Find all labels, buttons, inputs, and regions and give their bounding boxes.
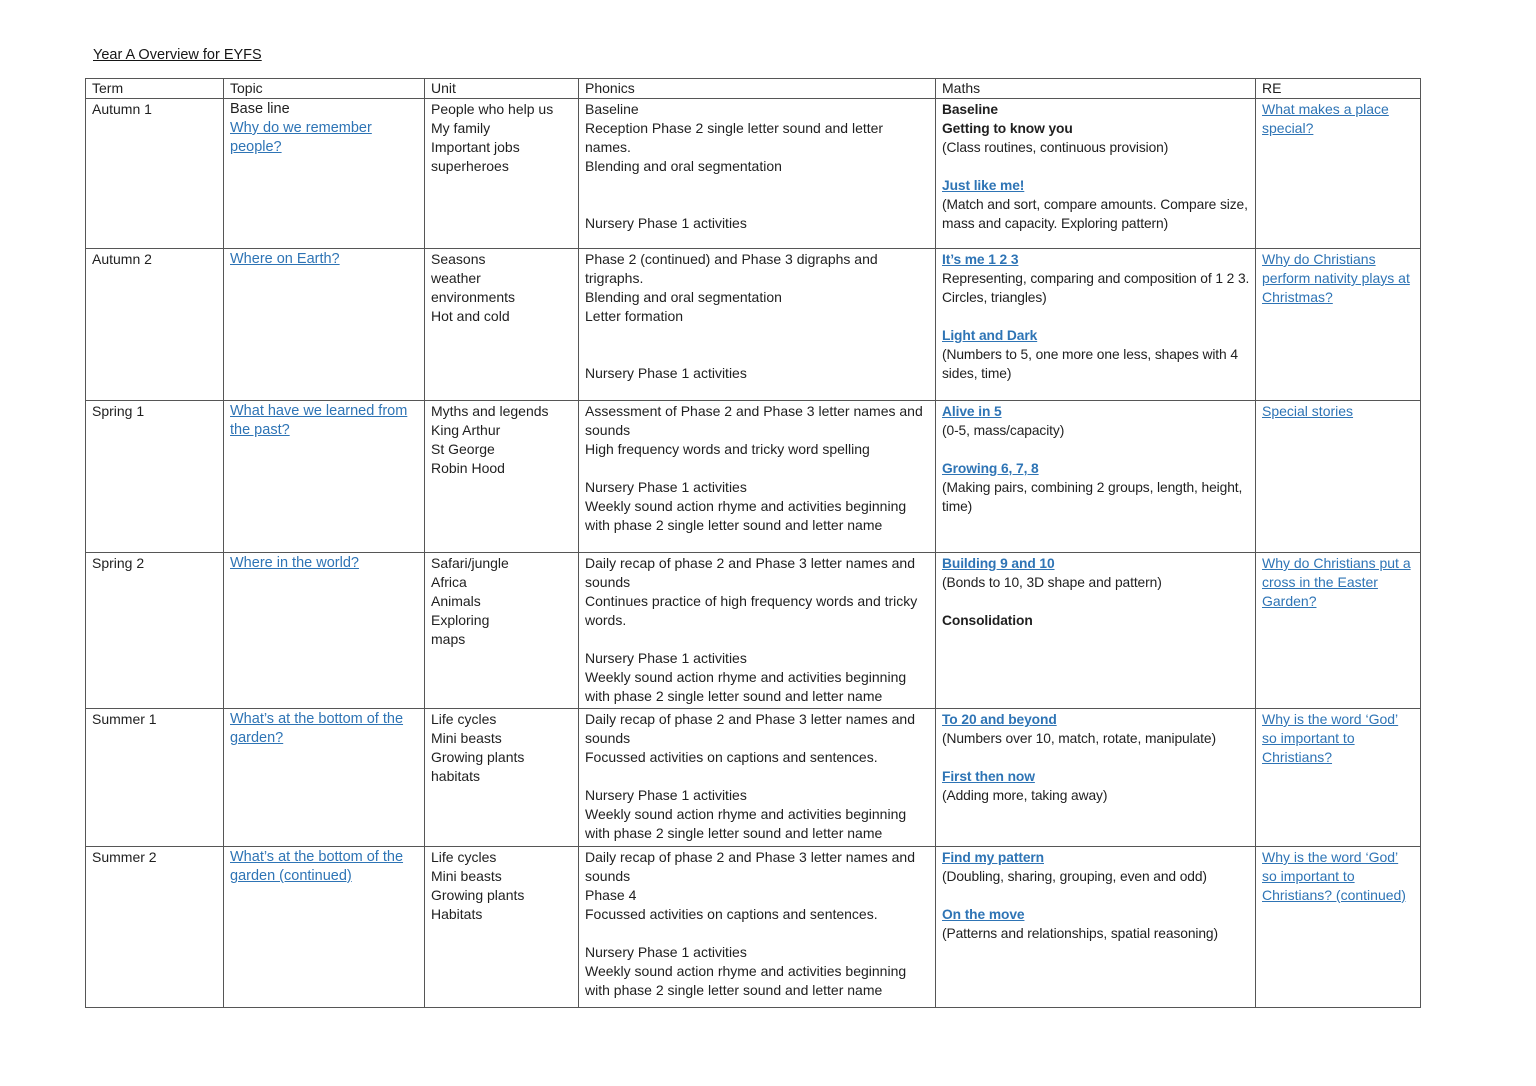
text-line: Weekly sound action rhyme and activities beginning with phase 2 single letter sound and letter name xyxy=(585,498,907,533)
blank-line xyxy=(585,630,928,649)
text-line: Weekly sound action rhyme and activities beginning with phase 2 single letter sound and letter name xyxy=(585,963,907,998)
re-link[interactable]: Why do Christians perform nativity plays at Christmas? xyxy=(1262,251,1410,305)
cell-unit xyxy=(425,553,579,709)
maths-link[interactable]: Growing 6, 7, 8 xyxy=(942,461,1039,476)
cell-topic xyxy=(224,709,425,847)
blank-line xyxy=(585,195,928,214)
cell-topic xyxy=(224,847,425,1008)
cell-term xyxy=(86,847,224,1008)
text-line: (0-5, mass/capacity) xyxy=(942,423,1065,438)
column-header-re: RE xyxy=(1256,79,1421,99)
maths-link[interactable]: Light and Dark xyxy=(942,328,1038,343)
text-line: Weekly sound action rhyme and activities beginning with phase 2 single letter sound and letter name xyxy=(585,806,907,841)
text-line: Myths and legends xyxy=(431,403,549,419)
text-line: My family xyxy=(431,120,491,136)
topic-link[interactable]: What’s at the bottom of the garden (continued) xyxy=(230,849,404,884)
topic-link[interactable]: Where on Earth? xyxy=(230,251,340,267)
text-line: Nursery Phase 1 activities xyxy=(585,365,747,381)
text-line: Africa xyxy=(431,574,467,590)
topic-link[interactable]: Why do we remember people? xyxy=(230,120,372,155)
text-line: Exploring xyxy=(431,612,490,628)
text-line: Nursery Phase 1 activities xyxy=(585,215,747,231)
text-line: Base line xyxy=(230,101,290,117)
blank-line xyxy=(585,924,928,943)
text-line: St George xyxy=(431,441,495,457)
blank-line xyxy=(942,440,1252,459)
cell-topic xyxy=(224,401,425,553)
cell-term xyxy=(86,401,224,553)
topic-link[interactable]: What’s at the bottom of the garden? xyxy=(230,711,404,746)
cell-topic xyxy=(224,553,425,709)
re-link[interactable]: Why is the word ‘God’ so important to Christians? xyxy=(1262,711,1399,765)
table-header xyxy=(86,79,1421,99)
cell-maths xyxy=(936,709,1256,847)
text-line: Life cycles xyxy=(431,711,497,727)
maths-link[interactable]: Alive in 5 xyxy=(942,404,1002,419)
cell-unit xyxy=(425,99,579,249)
text-line: Nursery Phase 1 activities xyxy=(585,787,747,803)
text-line: Mini beasts xyxy=(431,868,502,884)
column-header-topic: Topic xyxy=(224,79,425,99)
text-line: Weekly sound action rhyme and activities beginning with phase 2 single letter sound and letter name xyxy=(585,669,907,704)
cell-term xyxy=(86,249,224,401)
cell-maths xyxy=(936,847,1256,1008)
table-row xyxy=(86,847,1421,1008)
text-line: Summer 1 xyxy=(92,711,157,727)
topic-link[interactable]: What have we learned from the past? xyxy=(230,403,408,438)
text-line: Spring 1 xyxy=(92,403,145,419)
text-line: Spring 2 xyxy=(92,555,145,571)
text-line: (Match and sort, compare amounts. Compare size, mass and capacity. Exploring pattern) xyxy=(942,197,1248,231)
cell-term xyxy=(86,99,224,249)
blank-line xyxy=(585,345,928,364)
maths-link[interactable]: First then now xyxy=(942,769,1035,784)
maths-link[interactable]: On the move xyxy=(942,907,1025,922)
maths-link[interactable]: To 20 and beyond xyxy=(942,712,1057,727)
cell-unit xyxy=(425,709,579,847)
text-line: Important jobs xyxy=(431,139,520,155)
re-link[interactable]: Why is the word ‘God’ so important to Christians? (continued) xyxy=(1262,849,1406,903)
text-line: Daily recap of phase 2 and Phase 3 letter names and sounds xyxy=(585,711,915,746)
text-line: Getting to know you xyxy=(942,121,1073,136)
column-header-term: Term xyxy=(86,79,224,99)
table-row xyxy=(86,553,1421,709)
cell-maths xyxy=(936,401,1256,553)
cell-re xyxy=(1256,847,1421,1008)
text-line: (Adding more, taking away) xyxy=(942,788,1108,803)
maths-link[interactable]: Building 9 and 10 xyxy=(942,556,1055,571)
cell-topic xyxy=(224,249,425,401)
text-line: Hot and cold xyxy=(431,308,510,324)
cell-phonics xyxy=(579,553,936,709)
text-line: (Patterns and relationships, spatial reasoning) xyxy=(942,926,1218,941)
cell-phonics xyxy=(579,249,936,401)
text-line: Nursery Phase 1 activities xyxy=(585,944,747,960)
text-line: King Arthur xyxy=(431,422,501,438)
table-row xyxy=(86,99,1421,249)
text-line: (Doubling, sharing, grouping, even and odd) xyxy=(942,869,1207,884)
text-line: Habitats xyxy=(431,906,483,922)
maths-link[interactable]: Just like me! xyxy=(942,178,1025,193)
text-line: environments xyxy=(431,289,516,305)
text-line: Summer 2 xyxy=(92,849,157,865)
text-line: Focussed activities on captions and sentences. xyxy=(585,906,878,922)
text-line: Baseline xyxy=(585,101,639,117)
column-header-maths: Maths xyxy=(936,79,1256,99)
cell-phonics xyxy=(579,709,936,847)
blank-line xyxy=(585,176,928,195)
text-line: High frequency words and tricky word spelling xyxy=(585,441,870,457)
blank-line xyxy=(585,326,928,345)
text-line: (Bonds to 10, 3D shape and pattern) xyxy=(942,575,1162,590)
text-line: weather xyxy=(431,270,481,286)
text-line: superheroes xyxy=(431,158,509,174)
text-line: Safari/jungle xyxy=(431,555,509,571)
blank-line xyxy=(942,157,1252,176)
table-row xyxy=(86,401,1421,553)
topic-link[interactable]: Where in the world? xyxy=(230,555,359,571)
text-line: Daily recap of phase 2 and Phase 3 letter names and sounds xyxy=(585,849,915,884)
cell-re xyxy=(1256,249,1421,401)
year-overview-table xyxy=(85,78,1421,1008)
text-line: Focussed activities on captions and sentences. xyxy=(585,749,878,765)
cell-topic xyxy=(224,99,425,249)
cell-phonics xyxy=(579,401,936,553)
maths-link[interactable]: It’s me 1 2 3 xyxy=(942,252,1019,267)
re-link[interactable]: What makes a place special? xyxy=(1262,101,1389,136)
text-line: Blending and oral segmentation xyxy=(585,158,782,174)
text-line: Blending and oral segmentation xyxy=(585,289,782,305)
text-line: Autumn 2 xyxy=(92,251,152,267)
cell-re xyxy=(1256,99,1421,249)
text-line: Baseline xyxy=(942,102,998,117)
text-line: Assessment of Phase 2 and Phase 3 letter names and sounds xyxy=(585,403,923,438)
cell-unit xyxy=(425,401,579,553)
table-row xyxy=(86,709,1421,847)
text-line: (Class routines, continuous provision) xyxy=(942,140,1169,155)
cell-re xyxy=(1256,553,1421,709)
re-link[interactable]: Special stories xyxy=(1262,403,1354,419)
table-header-row xyxy=(86,79,1421,99)
text-line: Representing, comparing and composition of 1 2 3. Circles, triangles) xyxy=(942,271,1250,305)
blank-line xyxy=(585,459,928,478)
text-line: (Numbers over 10, match, rotate, manipulate) xyxy=(942,731,1216,746)
re-link[interactable]: Why do Christians put a cross in the Easter Garden? xyxy=(1262,555,1411,609)
maths-link[interactable]: Find my pattern xyxy=(942,850,1044,865)
cell-maths xyxy=(936,249,1256,401)
text-line: Continues practice of high frequency words and tricky words. xyxy=(585,593,918,628)
text-line: Autumn 1 xyxy=(92,101,152,117)
cell-maths xyxy=(936,553,1256,709)
text-line: Robin Hood xyxy=(431,460,505,476)
table-body xyxy=(86,99,1421,1008)
text-line: People who help us xyxy=(431,101,554,117)
cell-phonics xyxy=(579,847,936,1008)
text-line: Mini beasts xyxy=(431,730,502,746)
blank-line xyxy=(585,767,928,786)
cell-unit xyxy=(425,847,579,1008)
text-line: Nursery Phase 1 activities xyxy=(585,479,747,495)
blank-line xyxy=(942,886,1252,905)
text-line: Animals xyxy=(431,593,481,609)
text-line: Growing plants xyxy=(431,887,525,903)
cell-phonics xyxy=(579,99,936,249)
column-header-phonics: Phonics xyxy=(579,79,936,99)
text-line: (Making pairs, combining 2 groups, length, height, time) xyxy=(942,480,1243,514)
text-line: Life cycles xyxy=(431,849,497,865)
cell-maths xyxy=(936,99,1256,249)
text-line: Reception Phase 2 single letter sound and letter names. xyxy=(585,120,884,155)
text-line: (Numbers to 5, one more one less, shapes with 4 sides, time) xyxy=(942,347,1238,381)
text-line: Consolidation xyxy=(942,613,1033,628)
blank-line xyxy=(942,592,1252,611)
text-line: Phase 2 (continued) and Phase 3 digraphs and trigraphs. xyxy=(585,251,878,286)
text-line: Growing plants xyxy=(431,749,525,765)
text-line: Daily recap of phase 2 and Phase 3 letter names and sounds xyxy=(585,555,915,590)
text-line: Seasons xyxy=(431,251,486,267)
cell-term xyxy=(86,709,224,847)
text-line: habitats xyxy=(431,768,481,784)
table-row xyxy=(86,249,1421,401)
blank-line xyxy=(942,307,1252,326)
text-line: Phase 4 xyxy=(585,887,637,903)
cell-unit xyxy=(425,249,579,401)
text-line: Nursery Phase 1 activities xyxy=(585,650,747,666)
cell-term xyxy=(86,553,224,709)
cell-re xyxy=(1256,401,1421,553)
cell-re xyxy=(1256,709,1421,847)
blank-line xyxy=(942,748,1252,767)
column-header-unit: Unit xyxy=(425,79,579,99)
page-title: Year A Overview for EYFS xyxy=(93,47,262,63)
text-line: maps xyxy=(431,631,466,647)
text-line: Letter formation xyxy=(585,308,684,324)
